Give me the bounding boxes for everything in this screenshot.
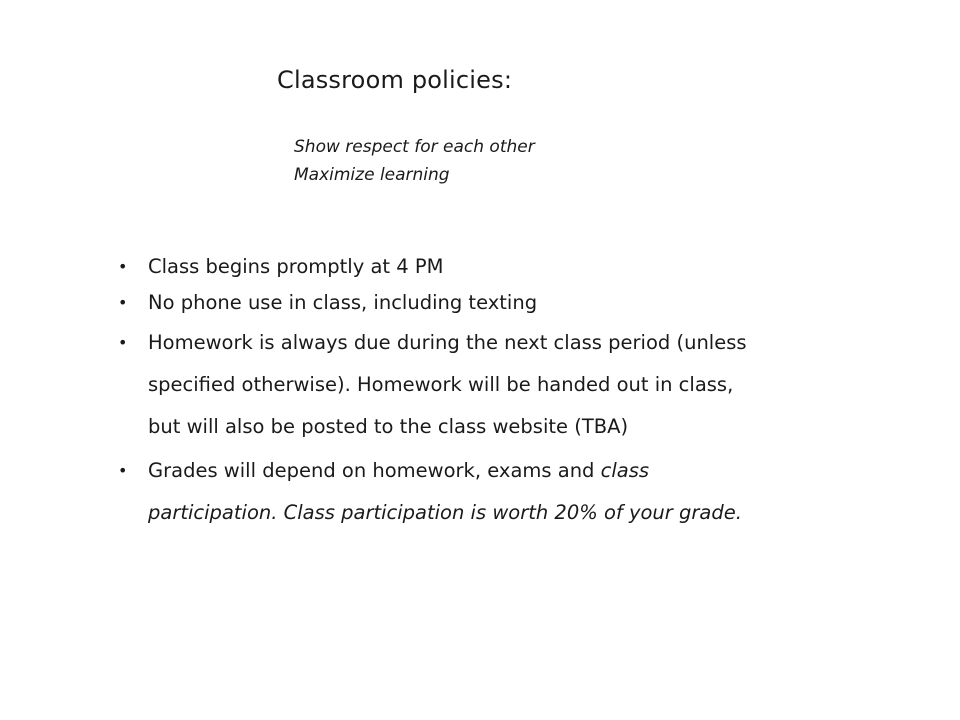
policy-text: No phone use in class, including texting [148, 291, 538, 314]
bullet-icon: • [118, 293, 128, 312]
policy-item-phones [118, 286, 838, 320]
bullet-icon: • [118, 257, 128, 276]
slide-title: Classroom policies: [277, 66, 513, 94]
policy-text: Class begins promptly at 4 PM [148, 255, 444, 278]
principle-learning: Maximize learning [294, 165, 450, 185]
policy-text-line: Grades will depend on homework, exams and [148, 459, 601, 482]
bullet-icon: • [118, 333, 128, 352]
policy-list [118, 250, 838, 536]
policy-text-line: but will also be posted to the class website (TBA) [148, 415, 629, 438]
principles-block [294, 133, 535, 189]
principle-respect: Show respect for each other [294, 137, 535, 157]
policy-item-start-time [118, 250, 838, 284]
policy-text-line: Homework is always due during the next class period (unless [148, 331, 747, 354]
policy-text-emphasis: participation. Class participation is worth 20% of your grade. [148, 501, 742, 524]
policy-item-homework [118, 322, 838, 448]
policy-text-emphasis: class [600, 459, 650, 482]
bullet-icon: • [118, 461, 128, 480]
policy-text-line: specified otherwise). Homework will be handed out in class, [148, 373, 734, 396]
policy-item-grades [118, 450, 838, 534]
